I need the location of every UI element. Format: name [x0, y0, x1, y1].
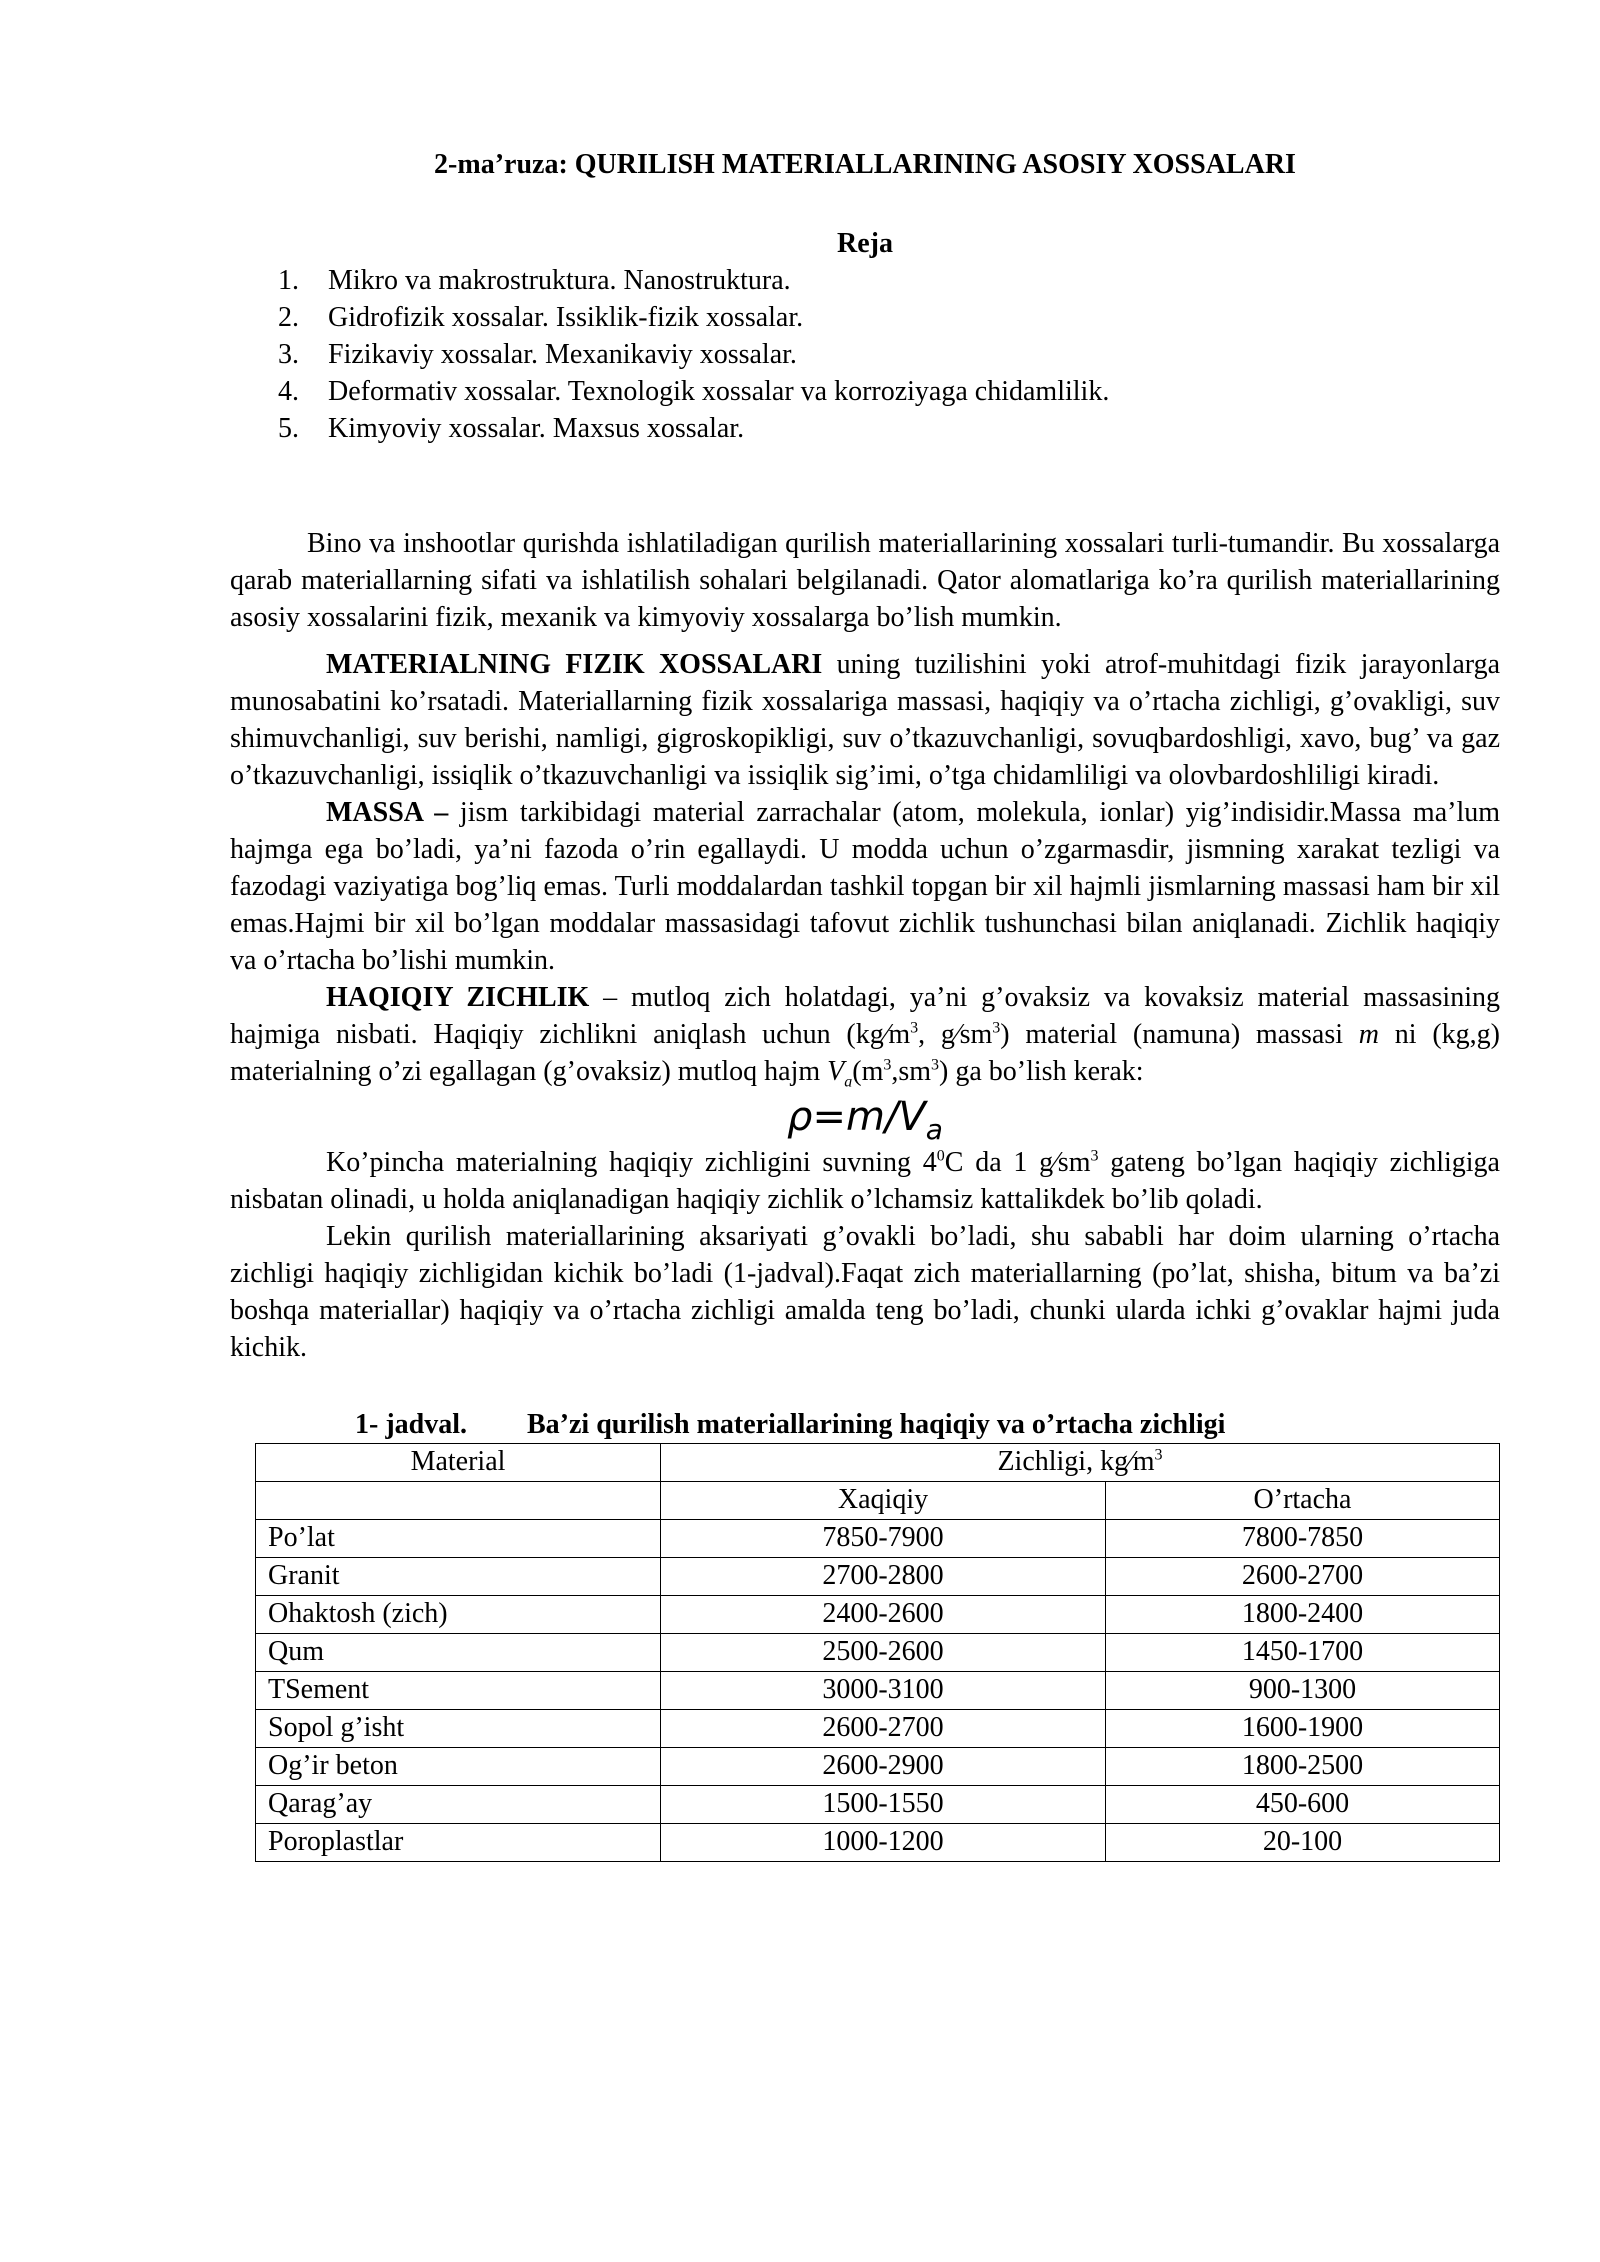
- table-caption: [230, 1406, 1500, 1443]
- ortacha-value: 1600-1900: [1106, 1709, 1500, 1747]
- superscript: 0: [936, 1147, 945, 1165]
- haqiqiy-value: 3000-3100: [661, 1671, 1106, 1709]
- lekin-paragraph: Lekin qurilish materiallarining aksariyati g’ovakli bo’ladi, shu sababli har doim ularning o’rtacha zichligi haqiqiy zichligidan kichik bo’ladi (1-jadval).Faqat zich materiallarning (po’lat, shisha, bitum va ba’zi boshqa materiallar) haqiqiy va o’rtacha zichligi amalda teng bo’ladi, chunki ularda ichki g’ovaklar hajmi juda kichik.: [230, 1220, 1500, 1363]
- massa-paragraph: [230, 794, 1500, 979]
- fizik-paragraph: [230, 646, 1500, 794]
- haqiqiy-text: ni (kg,g) materialning o’zi egallagan (g’ovaksiz) mutloq hajm: [230, 1018, 1500, 1087]
- table-row: [256, 1747, 1500, 1785]
- haqiqiy-value: 7850-7900: [661, 1519, 1106, 1557]
- table-caption-title: Ba’zi qurilish materiallarining haqiqiy va o’rtacha zichligi: [527, 1408, 1226, 1440]
- material-name: Granit: [256, 1557, 661, 1595]
- kopincha-text: C da 1 g⁄sm: [944, 1146, 1091, 1178]
- material-name: Po’lat: [256, 1519, 661, 1557]
- table-caption-number: 1- jadval.: [355, 1408, 467, 1440]
- table-header-row: [256, 1443, 1500, 1481]
- kopincha-text: Ko’pincha materialning haqiqiy zichligini suvning 4: [326, 1146, 937, 1178]
- table-row: [256, 1557, 1500, 1595]
- density-table: [255, 1443, 1500, 1862]
- ortacha-value: 450-600: [1106, 1785, 1500, 1823]
- material-name: Ohaktosh (zich): [256, 1595, 661, 1633]
- haqiqiy-term: HAQIQIY ZICHLIK: [326, 981, 590, 1013]
- haqiqiy-value: 2400-2600: [661, 1595, 1106, 1633]
- haqiqiy-value: 2600-2900: [661, 1747, 1106, 1785]
- plan-item-text: Kimyoviy xossalar. Maxsus xossalar.: [328, 412, 745, 444]
- kopincha-text: gateng bo’lgan haqiqiy zichligiga nisbatan olinadi, u holda aniqlanadigan haqiqiy zichlik o’lchamsiz kattalikdek bo’lib qoladi.: [230, 1146, 1500, 1215]
- document-page: [230, 148, 1500, 1862]
- haqiqiy-value: 2600-2700: [661, 1709, 1106, 1747]
- header-zichlik: [661, 1443, 1500, 1481]
- plan-item-number: 2.: [278, 301, 299, 333]
- haqiqiy-text: ) material (namuna) massasi: [1000, 1018, 1359, 1050]
- lecture-title: 2-ma’ruza: QURILISH MATERIALLARINING ASOSIY XOSSALARI: [434, 149, 1296, 180]
- table-subheader-row: [256, 1481, 1500, 1519]
- density-formula: [230, 1092, 1500, 1146]
- plan-item: [230, 299, 1500, 336]
- superscript: 3: [883, 1056, 892, 1074]
- ortacha-value: 7800-7850: [1106, 1519, 1500, 1557]
- table-row: [256, 1595, 1500, 1633]
- haqiqiy-value: 2500-2600: [661, 1633, 1106, 1671]
- table-row: [256, 1823, 1500, 1861]
- volume-symbol: V: [827, 1055, 845, 1087]
- material-name: TSement: [256, 1671, 661, 1709]
- superscript: 3: [992, 1019, 1001, 1037]
- formula-subscript: a: [925, 1112, 943, 1146]
- superscript: 3: [1154, 1447, 1163, 1465]
- haqiqiy-text: , g⁄sm: [918, 1018, 993, 1050]
- header-ortacha: O’rtacha: [1106, 1481, 1500, 1519]
- plan-list: [230, 262, 1500, 447]
- formula-main: ρ=m/V: [787, 1093, 926, 1140]
- volume-subscript: a: [844, 1073, 853, 1091]
- ortacha-value: 2600-2700: [1106, 1557, 1500, 1595]
- material-name: Og’ir beton: [256, 1747, 661, 1785]
- fizik-text: uning tuzilishini yoki atrof-muhitdagi fizik jarayonlarga munosabatini ko’rsatadi. Materiallarning fizik xossalariga massasi, haqiqiy va o’rtacha zichligi, g’ovakligi, suv shimuvchanligi, suv berishi, namligi, gigroskopikligi, suv o’tkazuvchanligi, sovuqbardoshligi, xavo, bug’ va gaz o’tkazuvchanligi, issiqlik o’tkazuvchanligi va issiqlik sig’imi, o’tga chidamliligi va olovbardoshliligi kiradi.: [230, 648, 1500, 791]
- material-name: Qarag’ay: [256, 1785, 661, 1823]
- plan-item-number: 5.: [278, 412, 299, 444]
- plan-heading: Reja: [837, 227, 893, 259]
- superscript: 3: [910, 1019, 919, 1037]
- table-row: [256, 1671, 1500, 1709]
- massa-term: MASSA –: [326, 796, 449, 828]
- haqiqiy-text: – mutloq zich holatdagi, ya’ni g’ovaksiz va kovaksiz material massasining hajmiga nisbati. Haqiqiy zichlikni aniqlash uchun (kg⁄m: [230, 981, 1500, 1050]
- superscript: 3: [1090, 1147, 1099, 1165]
- haqiqiy-value: 1500-1550: [661, 1785, 1106, 1823]
- massa-text: jism tarkibidagi material zarrachalar (atom, molekula, ionlar) yig’indisidir.Massa ma’lum hajmga ega bo’ladi, ya’ni fazoda o’rin egallaydi. U modda uchun o’zgarmasdir, jismning xarakat tezligi va fazodagi vaziyatiga bog’liq emas. Turli moddalardan tashkil topgan bir xil hajmli jismlarning massasi ham bir xil emas.Hajmi bir xil bo’lgan moddalar massasidagi tafovut zichlik tushunchasi bilan aniqlanadi. Zichlik haqiqiy va o’rtacha bo’lishi mumkin.: [230, 796, 1501, 976]
- table-row: [256, 1633, 1500, 1671]
- haqiqiy-value: 1000-1200: [661, 1823, 1106, 1861]
- haqiqiy-value: 2700-2800: [661, 1557, 1106, 1595]
- ortacha-value: 900-1300: [1106, 1671, 1500, 1709]
- haqiqiy-text: ) ga bo’lish kerak:: [939, 1055, 1144, 1087]
- plan-item-text: Gidrofizik xossalar. Issiklik-fizik xossalar.: [328, 301, 804, 333]
- plan-item-number: 1.: [278, 264, 299, 296]
- fizik-term: MATERIALNING FIZIK XOSSALARI: [326, 648, 823, 680]
- plan-item: [230, 410, 1500, 447]
- material-name: Qum: [256, 1633, 661, 1671]
- ortacha-value: 1800-2500: [1106, 1747, 1500, 1785]
- ortacha-value: 20-100: [1106, 1823, 1500, 1861]
- plan-item: [230, 262, 1500, 299]
- material-name: Sopol g’isht: [256, 1709, 661, 1747]
- ortacha-value: 1800-2400: [1106, 1595, 1500, 1633]
- table-row: [256, 1519, 1500, 1557]
- mass-symbol: m: [1358, 1018, 1380, 1050]
- header-haqiqiy: Xaqiqiy: [661, 1481, 1106, 1519]
- plan-item-number: 4.: [278, 375, 299, 407]
- plan-item: [230, 373, 1500, 410]
- plan-item: [230, 336, 1500, 373]
- intro-paragraph: Bino va inshootlar qurishda ishlatiladigan qurilish materiallarining xossalari turli-tumandir. Bu xossalarga qarab materiallarning sifati va ishlatilish sohalari belgilanadi. Qator alomatlariga ko’ra qurilish materiallarining asosiy xossalarini fizik, mexanik va kimyoviy xossalarga bo’lish mumkin.: [230, 527, 1500, 633]
- table-row: [256, 1785, 1500, 1823]
- superscript: 3: [931, 1056, 940, 1074]
- plan-item-text: Fizikaviy xossalar. Mexanikaviy xossalar.: [328, 338, 797, 370]
- haqiqiy-text: (m: [852, 1055, 884, 1087]
- plan-item-number: 3.: [278, 338, 299, 370]
- haqiqiy-paragraph: [230, 979, 1500, 1090]
- header-zichlik-text: Zichligi, kg⁄m: [997, 1446, 1155, 1478]
- material-name: Poroplastlar: [256, 1823, 661, 1861]
- plan-item-text: Mikro va makrostruktura. Nanostruktura.: [328, 264, 791, 296]
- table-cell-empty: [256, 1481, 661, 1519]
- plan-item-text: Deformativ xossalar. Texnologik xossalar va korroziyaga chidamlilik.: [328, 375, 1110, 407]
- kopincha-paragraph: [230, 1144, 1500, 1218]
- ortacha-value: 1450-1700: [1106, 1633, 1500, 1671]
- table-row: [256, 1709, 1500, 1747]
- haqiqiy-text: ,sm: [891, 1055, 932, 1087]
- header-material: Material: [256, 1443, 661, 1481]
